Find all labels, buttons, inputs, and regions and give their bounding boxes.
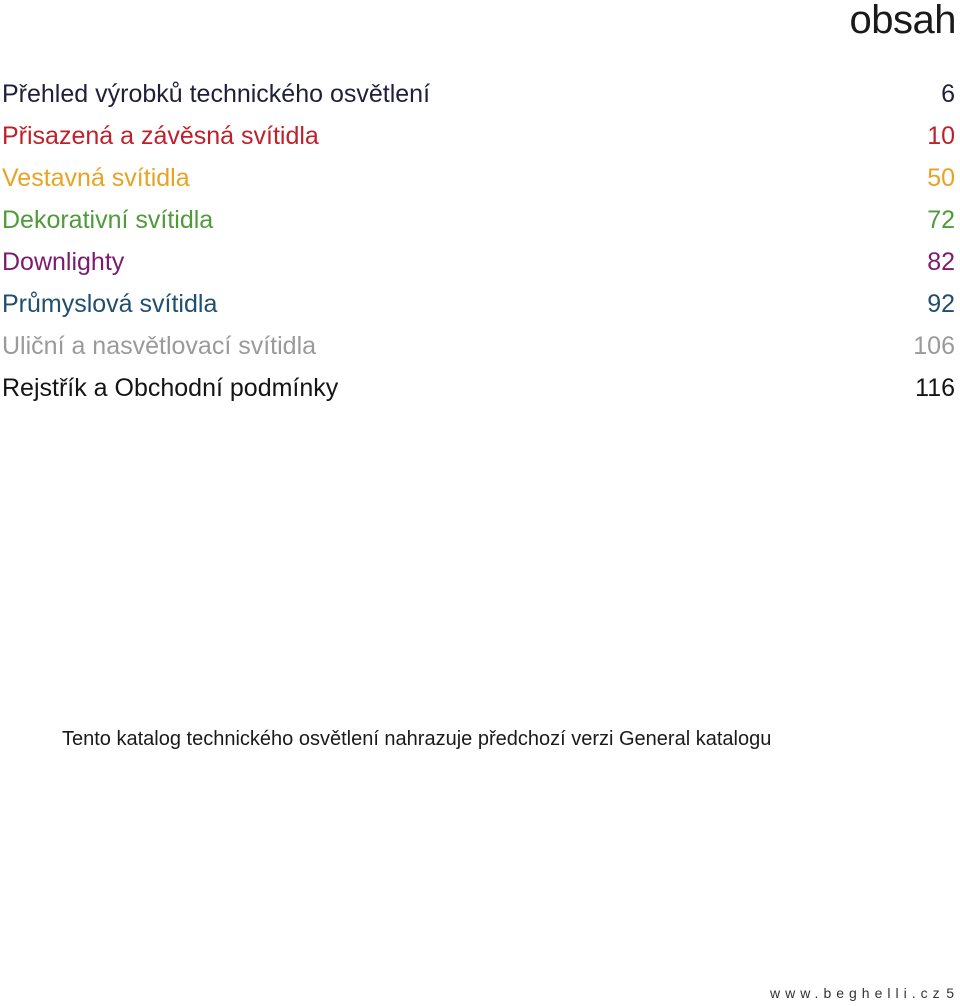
toc-row[interactable]: [2, 367, 955, 409]
toc-label: Rejstřík a Obchodní podmínky: [2, 374, 339, 402]
toc-label: Uliční a nasvětlovací svítidla: [2, 332, 317, 360]
toc-row[interactable]: [2, 283, 955, 325]
toc-label: Přisazená a závěsná svítidla: [2, 122, 319, 150]
toc-page-number: 82: [927, 248, 955, 276]
toc-label: Dekorativní svítidla: [2, 206, 214, 234]
toc-row[interactable]: [2, 241, 955, 283]
toc-label: Vestavná svítidla: [2, 164, 190, 192]
catalog-note: Tento katalog technického osvětlení nahrazuje předchozí verzi General katalogu: [62, 728, 772, 750]
page-title: obsah: [849, 0, 956, 42]
table-of-contents: [2, 73, 955, 409]
toc-row[interactable]: [2, 73, 955, 115]
toc-row[interactable]: [2, 157, 955, 199]
toc-row[interactable]: [2, 325, 955, 367]
toc-page-number: 6: [941, 80, 955, 108]
toc-label: Průmyslová svítidla: [2, 290, 218, 318]
toc-page-number: 72: [927, 206, 955, 234]
footer-page-number: 5: [946, 985, 954, 1001]
toc-page-number: 10: [927, 122, 955, 150]
toc-page-number: 92: [927, 290, 955, 318]
toc-row[interactable]: [2, 199, 955, 241]
toc-label: Přehled výrobků technického osvětlení: [2, 80, 431, 108]
footer-url[interactable]: www.beghelli.cz: [770, 985, 945, 1001]
toc-row[interactable]: [2, 115, 955, 157]
toc-page-number: 106: [913, 332, 955, 360]
toc-page-number: 50: [927, 164, 955, 192]
toc-label: Downlighty: [2, 248, 125, 276]
toc-page-number: 116: [915, 374, 955, 402]
